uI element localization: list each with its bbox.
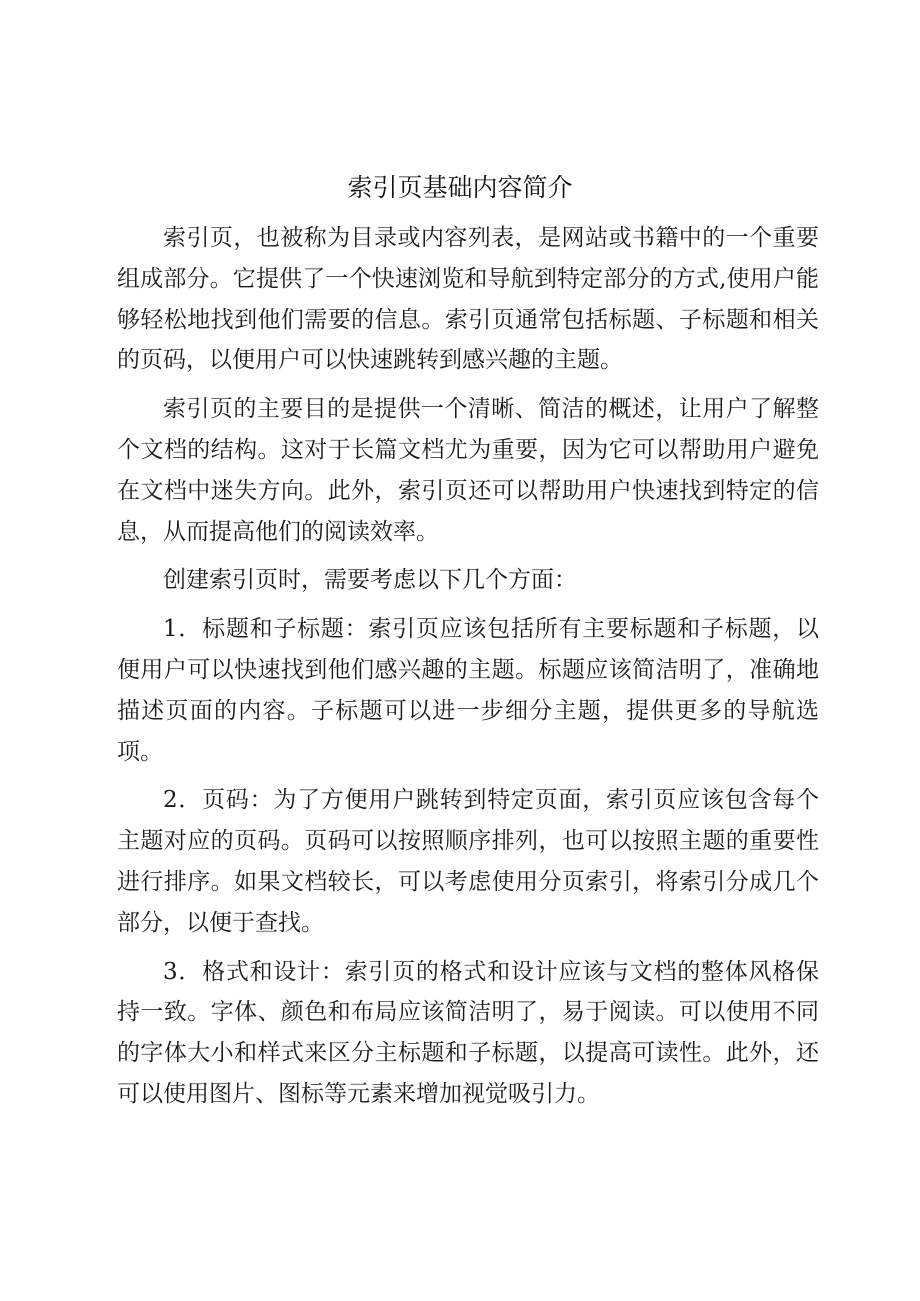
document-title: 索引页基础内容简介 — [347, 173, 573, 202]
paragraph-purpose: 索引页的主要目的是提供一个清晰、简洁的概述，让用户了解整个文档的结构。这对于长篇文档尤为重要，因为它可以帮助用户避免在文档中迷失方向。此外，索引页还可以帮助用户快速找到特定的信息，从而提高他们的阅读效率。 — [117, 396, 819, 545]
paragraph-intro: 索引页，也被称为目录或内容列表，是网站或书籍中的一个重要组成部分。它提供了一个快速浏览和导航到特定部分的方式,使用户能够轻松地找到他们需要的信息。索引页通常包括标题、子标题和相关的页码，以便用户可以快速跳转到感兴趣的主题。 — [117, 225, 819, 374]
paragraph-item-1: 1．标题和子标题：索引页应该包括所有主要标题和子标题，以便用户可以快速找到他们感兴趣的主题。标题应该简洁明了，准确地描述页面的内容。子标题可以进一步细分主题，提供更多的导航选项。 — [117, 616, 819, 765]
paragraph-considerations: 创建索引页时，需要考虑以下几个方面： — [163, 567, 577, 594]
paragraph-item-3: 3．格式和设计：索引页的格式和设计应该与文档的整体风格保持一致。字体、颜色和布局应该简洁明了，易于阅读。可以使用不同的字体大小和样式来区分主标题和子标题，以提高可读性。此外，还可以使用图片、图标等元素来增加视觉吸引力。 — [117, 958, 819, 1107]
paragraph-item-2: 2．页码：为了方便用户跳转到特定页面，索引页应该包含每个主题对应的页码。页码可以按照顺序排列，也可以按照主题的重要性进行排序。如果文档较长，可以考虑使用分页索引，将索引分成几个部分，以便于查找。 — [117, 787, 819, 936]
document-body — [117, 218, 819, 1123]
